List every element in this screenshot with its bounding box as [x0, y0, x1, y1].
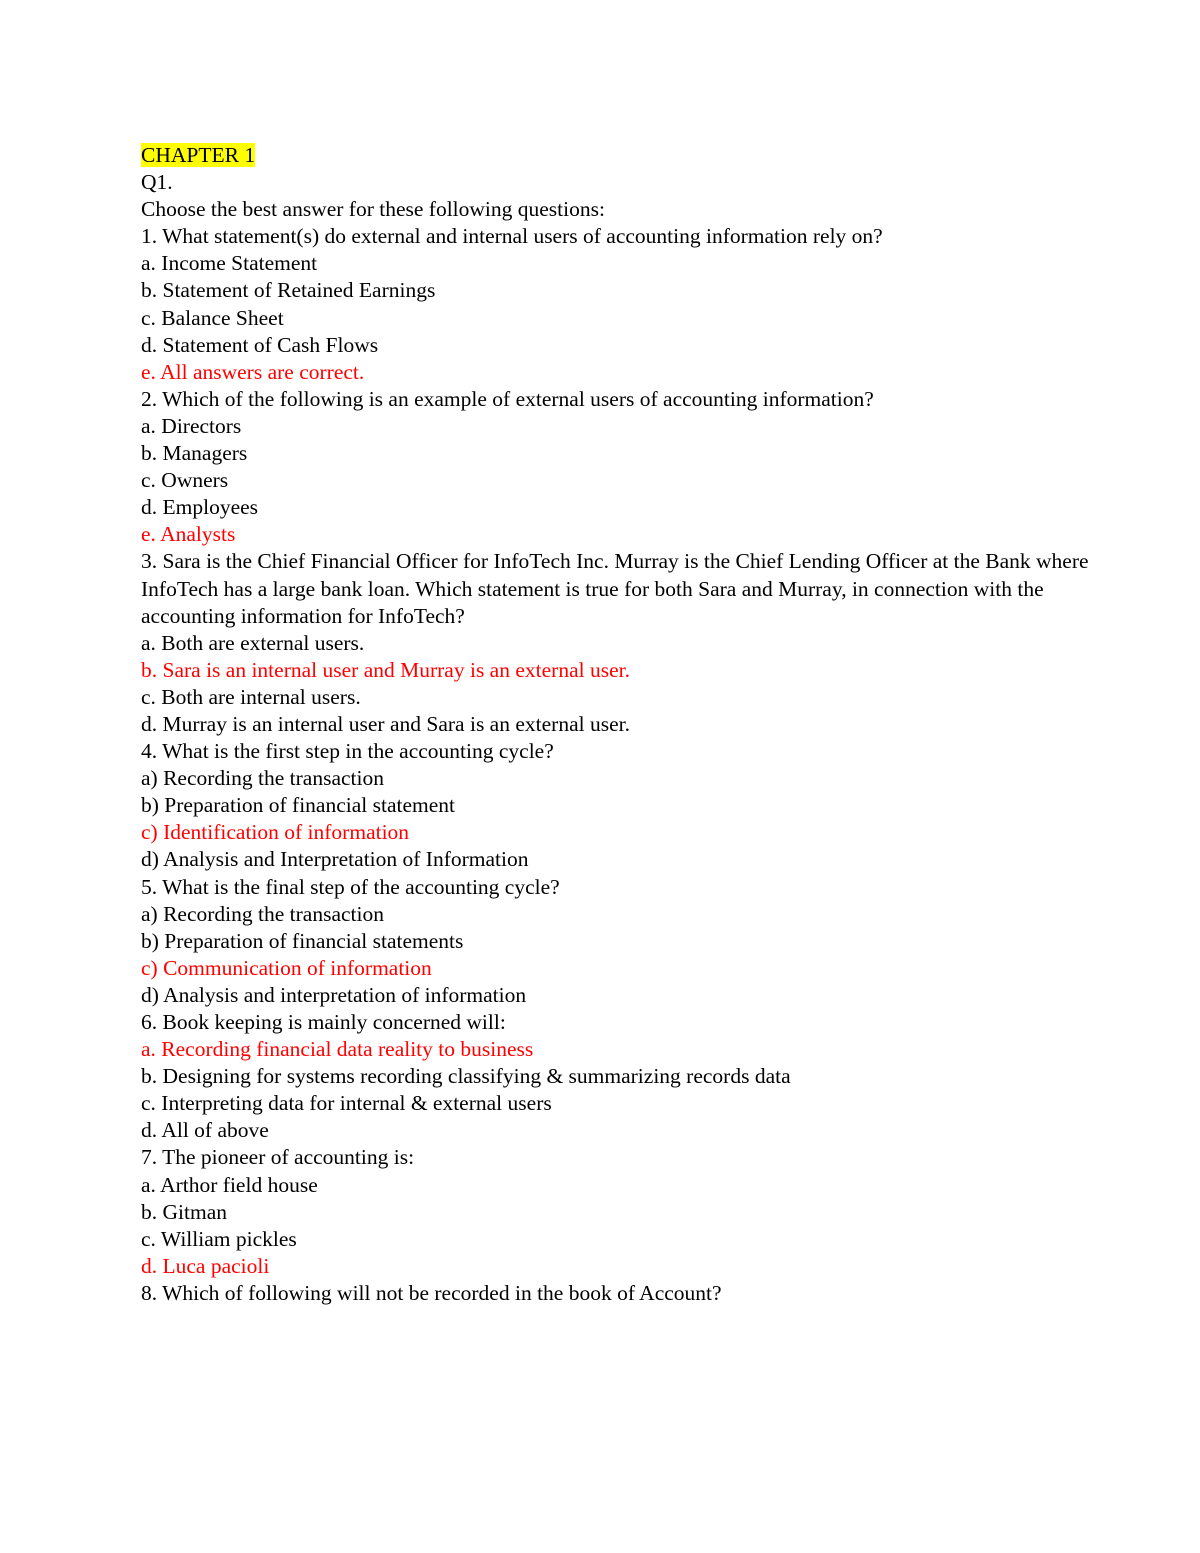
answer-option: b. Managers — [141, 441, 248, 466]
answer-option: d. All of above — [141, 1118, 269, 1143]
document-content — [141, 142, 1101, 1307]
answer-option: b. Gitman — [141, 1199, 227, 1224]
question-block — [141, 548, 1101, 738]
answer-option-correct: d. Luca pacioli — [141, 1253, 270, 1278]
question-set-label: Q1. — [141, 170, 173, 195]
answer-option: a. Arthor field house — [141, 1172, 318, 1197]
answer-option: b) Preparation of financial statements — [141, 928, 464, 953]
question-block — [141, 1009, 1101, 1144]
answer-option: d. Murray is an internal user and Sara is an external user. — [141, 711, 630, 736]
answer-option: c. Balance Sheet — [141, 305, 284, 330]
answer-option-correct: b. Sara is an internal user and Murray is an external user. — [141, 657, 630, 682]
chapter-title-highlight: CHAPTER 1 — [141, 143, 256, 167]
answer-option: d) Analysis and Interpretation of Information — [141, 847, 529, 872]
question-block — [141, 386, 1101, 549]
question-prompt: 1. What statement(s) do external and internal users of accounting information rely on? — [141, 224, 883, 249]
answer-option: c. William pickles — [141, 1226, 297, 1251]
answer-option: c. Owners — [141, 468, 229, 493]
answer-option: a) Recording the transaction — [141, 766, 384, 791]
question-block — [141, 1144, 1101, 1279]
answer-option: b. Designing for systems recording classifying & summarizing records data — [141, 1064, 791, 1089]
answer-option: a) Recording the transaction — [141, 901, 384, 926]
chapter-title — [141, 142, 1101, 169]
answer-option: a. Income Statement — [141, 251, 318, 276]
answer-option: d) Analysis and interpretation of information — [141, 982, 527, 1007]
question-prompt: 6. Book keeping is mainly concerned will: — [141, 1010, 506, 1034]
question-block — [141, 738, 1101, 873]
answer-option: b. Statement of Retained Earnings — [141, 278, 436, 303]
question-block — [141, 874, 1101, 1009]
question-prompt: 8. Which of following will not be recorded in the book of Account? — [141, 1280, 722, 1305]
instruction-text: Choose the best answer for these following questions: — [141, 197, 605, 222]
question-block — [141, 1280, 1101, 1307]
answer-option-correct: c) Communication of information — [141, 955, 432, 980]
answer-option: c. Interpreting data for internal & external users — [141, 1091, 552, 1116]
question-prompt: 3. Sara is the Chief Financial Officer for InfoTech Inc. Murray is the Chief Lending Officer at the Bank where InfoTech has a large bank loan. Which statement is true for both Sara and Murray, in connection with the accounting information for InfoTech? — [141, 549, 1094, 628]
answer-option-correct: e. Analysts — [141, 522, 236, 547]
question-prompt: 4. What is the first step in the accounting cycle? — [141, 739, 554, 764]
question-block — [141, 223, 1101, 386]
question-prompt: 5. What is the final step of the accounting cycle? — [141, 874, 560, 899]
answer-option-correct: e. All answers are correct. — [141, 359, 365, 384]
answer-option-correct: a. Recording financial data reality to business — [141, 1037, 534, 1062]
answer-option-correct: c) Identification of information — [141, 820, 410, 845]
question-list — [141, 223, 1101, 1307]
question-prompt: 2. Which of the following is an example of external users of accounting information? — [141, 386, 874, 411]
answer-option: a. Directors — [141, 413, 242, 438]
answer-option: c. Both are internal users. — [141, 684, 361, 709]
answer-option: b) Preparation of financial statement — [141, 793, 456, 818]
answer-option: d. Employees — [141, 495, 259, 520]
answer-option: d. Statement of Cash Flows — [141, 332, 379, 357]
answer-option: a. Both are external users. — [141, 630, 365, 655]
question-prompt: 7. The pioneer of accounting is: — [141, 1145, 415, 1170]
